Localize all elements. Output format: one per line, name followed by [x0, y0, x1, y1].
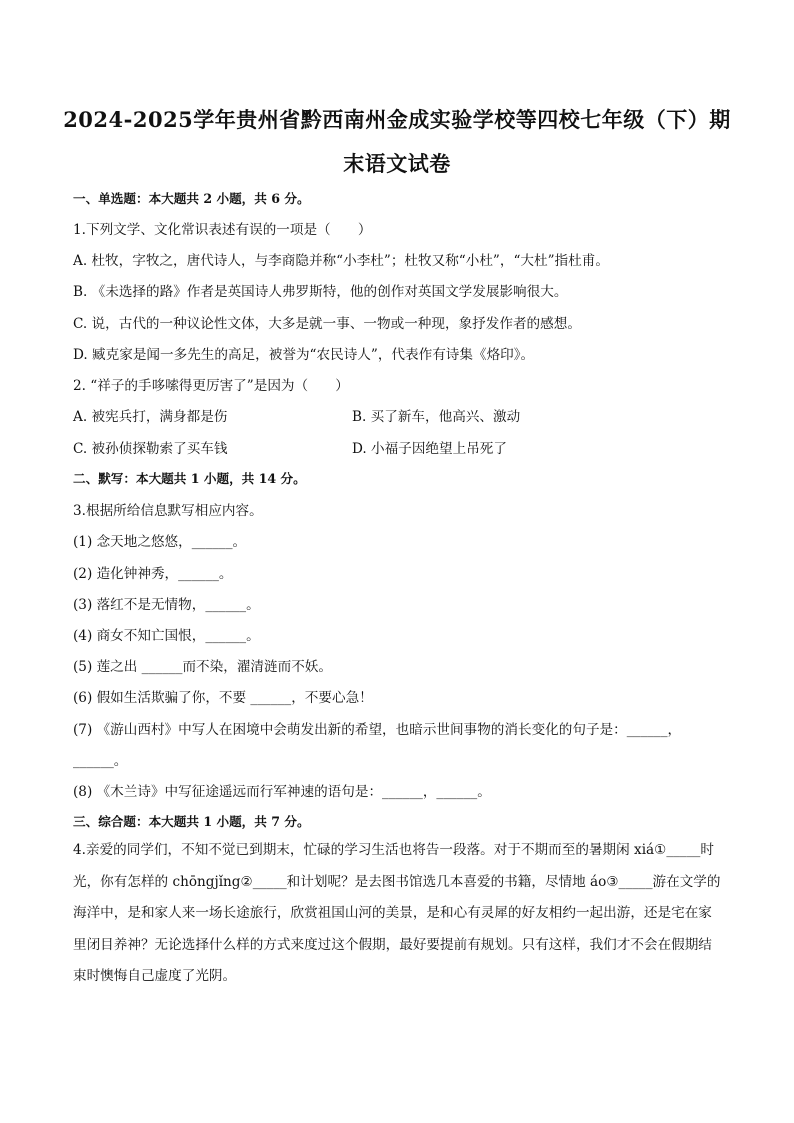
question-2-stem: 2. “祥子的手哆嗦得更厉害了”是因为（ ） [73, 378, 349, 394]
question-3-item: (4) 商女不知亡国恨，______。 [73, 628, 260, 644]
question-3-item: (5) 莲之出 ______而不染，濯清涟而不妖。 [73, 659, 332, 675]
question-2-option-d: D. 小福子因绝望上吊死了 [352, 441, 507, 457]
exam-title-line-1: 2024-2025学年贵州省黔西南州金成实验学校等四校七年级（下）期 [63, 107, 731, 132]
question-2-option-a: A. 被宪兵打，满身都是伤 [73, 409, 228, 425]
section-heading-dictation: 二、默写：本大题共 1 小题，共 14 分。 [73, 471, 306, 486]
question-3-item: (3) 落红不是无情物，______。 [73, 597, 260, 613]
question-3-item: (7) 《游山西村》中写人在困境中会萌发出新的希望，也暗示世间事物的消长变化的句子是：______， [73, 722, 682, 738]
question-3-item: (8) 《木兰诗》中写征途遥远而行军神速的语句是：______，______。 [73, 784, 491, 800]
question-1-option-c: C. 说，古代的一种议论性文体，大多是就一事、一物或一种现，象抒发作者的感想。 [73, 316, 581, 332]
question-2-option-c: C. 被孙侦探勒索了买车钱 [73, 441, 228, 457]
question-2-option-b: B. 买了新车，他高兴、激动 [352, 409, 521, 425]
question-1-option-a: A. 杜牧，字牧之，唐代诗人，与李商隐并称“小李杜”；杜牧又称“小杜”，“大杜”指杜甫。 [73, 253, 609, 269]
question-3-item: (2) 造化钟神秀，______。 [73, 566, 233, 582]
question-3-stem: 3.根据所给信息默写相应内容。 [73, 503, 263, 519]
question-1-option-b: B. 《未选择的路》作者是英国诗人弗罗斯特，他的创作对英国文学发展影响很大。 [73, 284, 568, 300]
section-heading-comprehensive: 三、综合题：本大题共 1 小题，共 7 分。 [73, 814, 310, 829]
section-heading-single-choice: 一、单选题：本大题共 2 小题，共 6 分。 [73, 191, 310, 206]
question-3-item-continuation: ______。 [73, 753, 128, 769]
question-1-option-d: D. 臧克家是闻一多先生的高足，被誉为“农民诗人”，代表作有诗集《烙印》。 [73, 347, 535, 363]
question-3-item: (6) 假如生活欺骗了你，不要 ______，不要心急！ [73, 690, 373, 706]
question-3-item: (1) 念天地之悠悠，______。 [73, 534, 247, 550]
question-4-passage: 4.亲爱的同学们，不知不觉已到期末，忙碌的学习生活也将告一段落。对于不期而至的暑期闲 xiá①_____时光，你有怎样的 chōngjǐng②_____和计划呢？是去图书馆选几本喜爱的书籍，尽情地 áo③_____游在文学的海洋中，是和家人来一场长途旅行，欣赏祖国山河的美景，是和心有灵犀的好友相约一起出游，还是宅在家里闭目养神？无论选择什么样的方式来度过这个假期，最好要提前有规划。只有这样，我们才不会在假期结束时懊悔自己虚度了光阴。 [73, 842, 721, 985]
question-1-stem: 1.下列文学、文化常识表述有误的一项是（ ） [73, 222, 372, 238]
exam-title-line-2: 末语文试卷 [343, 151, 451, 176]
